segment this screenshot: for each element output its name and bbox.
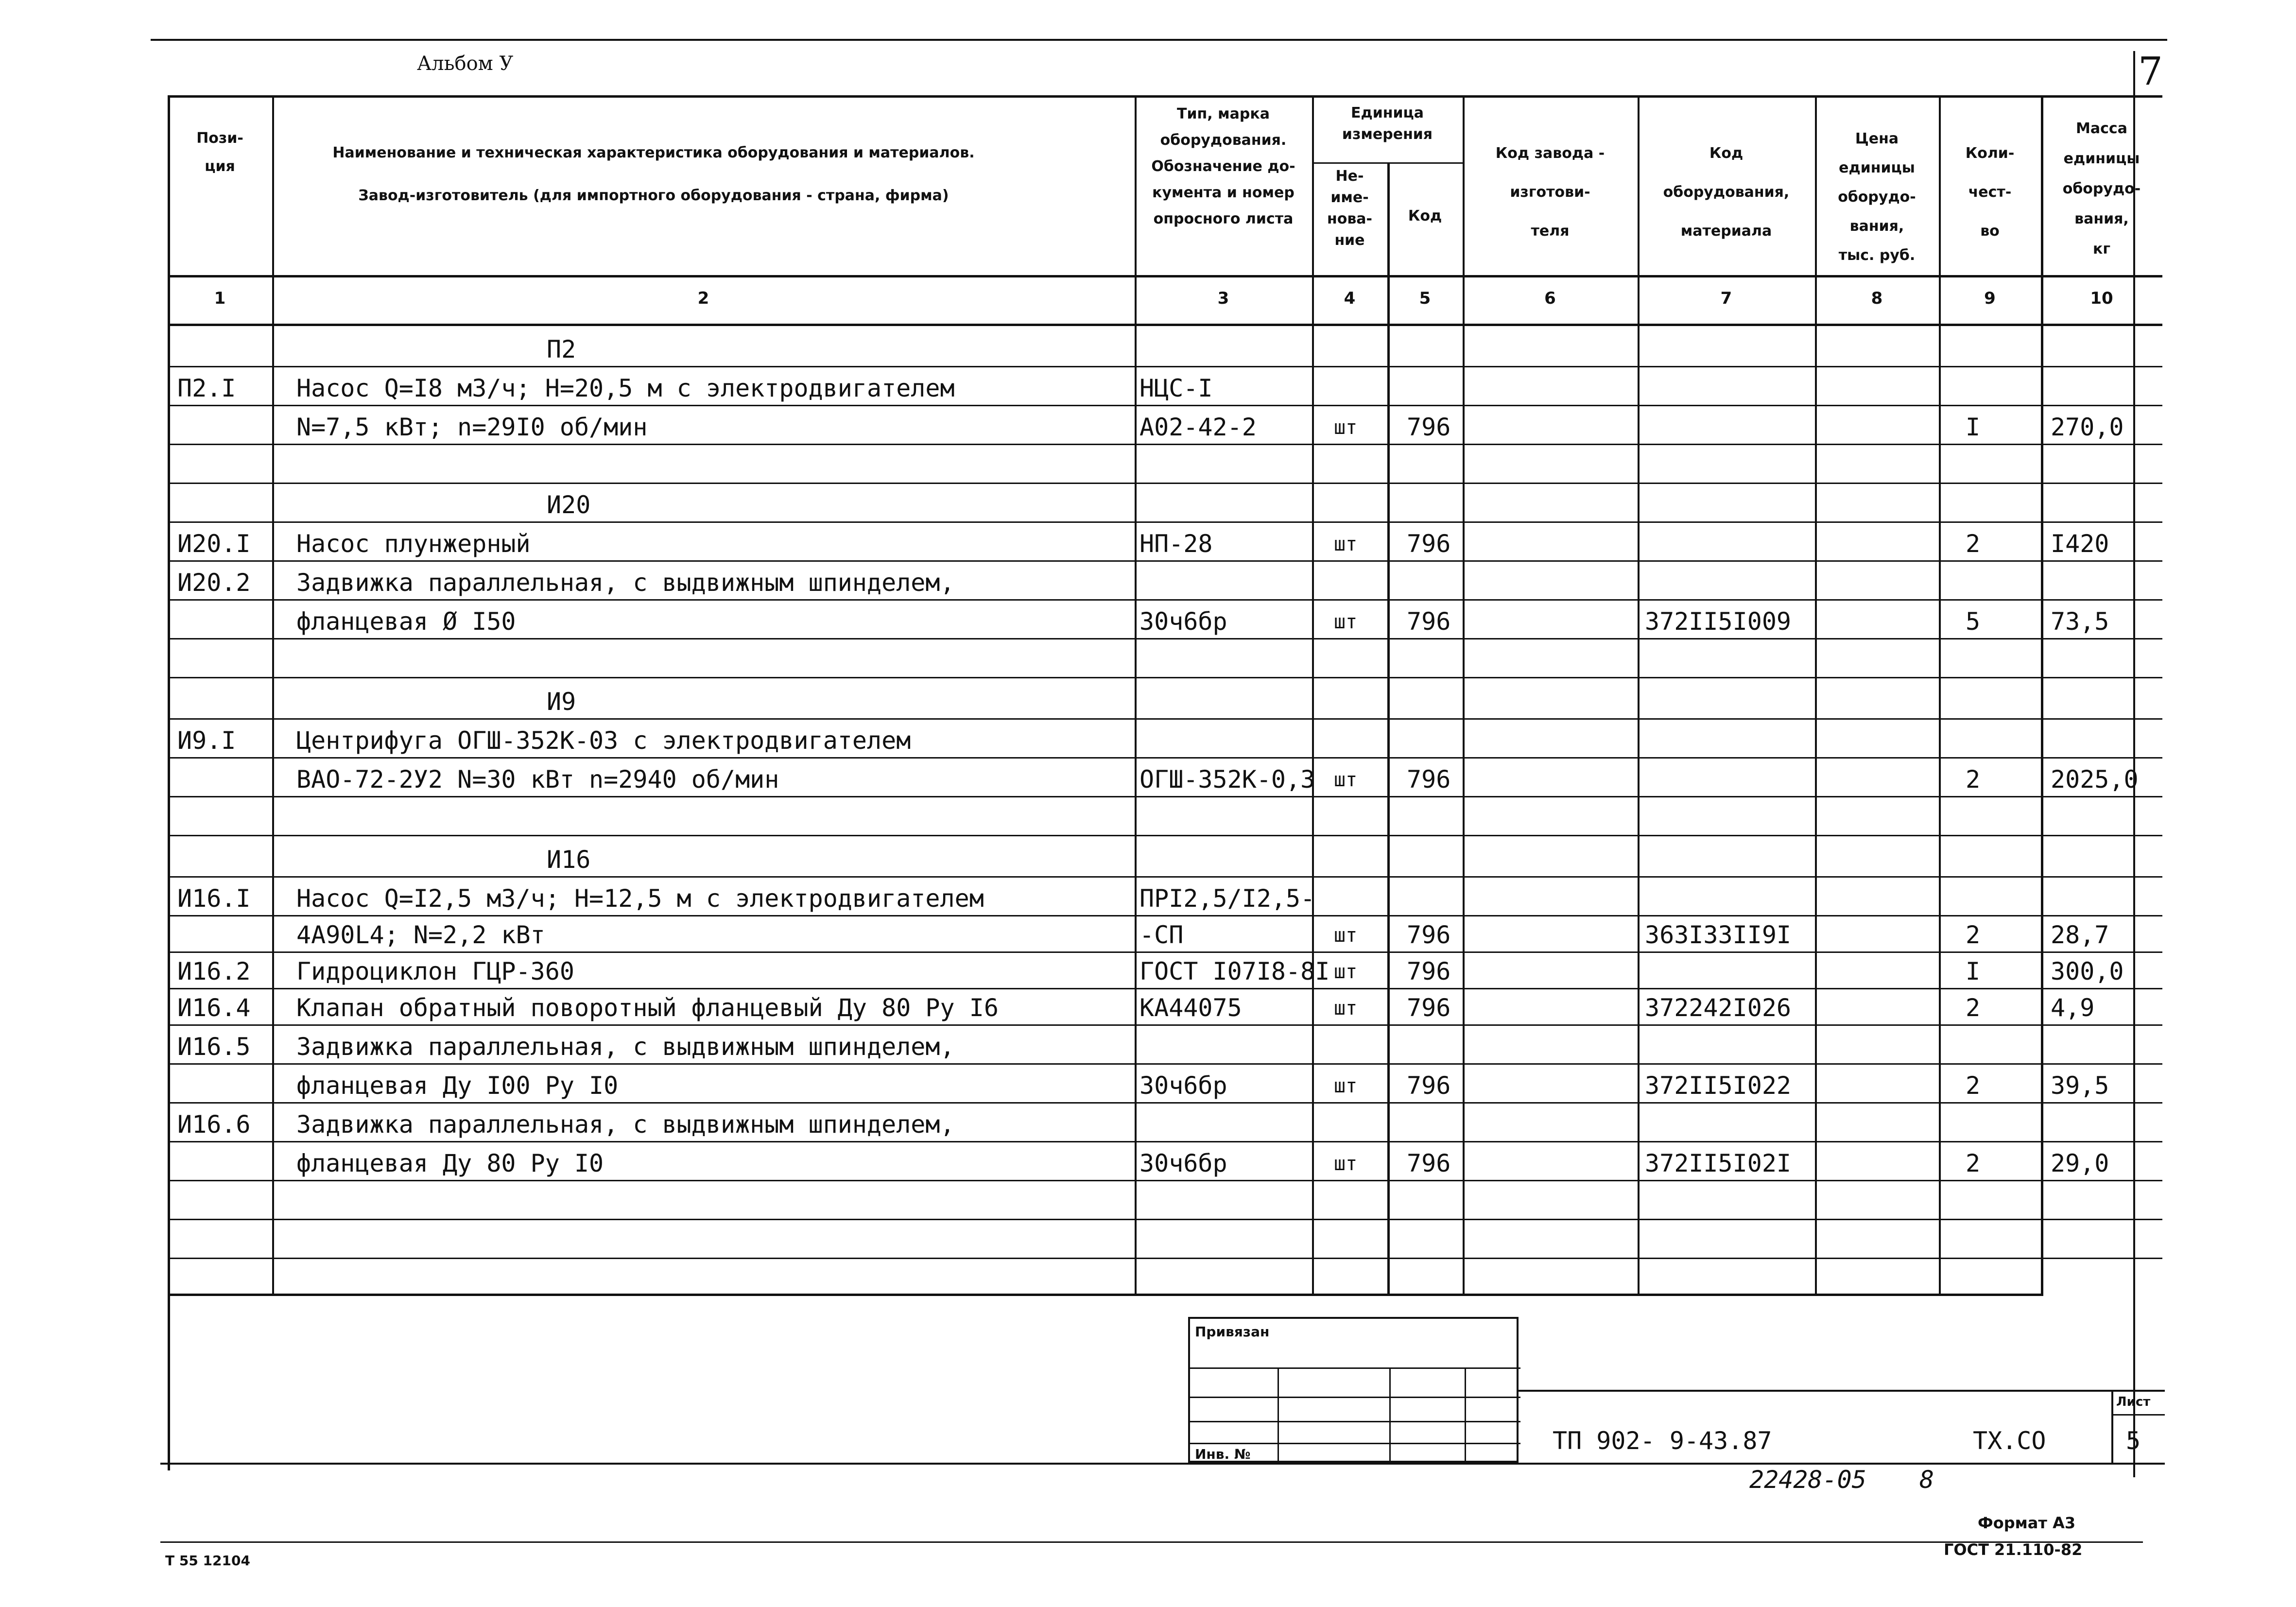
stamp-vline	[1277, 1367, 1279, 1465]
table-row	[168, 406, 2162, 445]
name-cell: Клапан обратный поворотный фланцевый Ду 80 Ру I6	[296, 994, 999, 1022]
title-block-top-line	[1519, 1390, 2165, 1392]
equipment-code-cell: 372II5I022	[1645, 1071, 1792, 1100]
mass-cell: I420	[2051, 530, 2109, 558]
mass-cell: 29,0	[2051, 1149, 2109, 1177]
table-row	[168, 720, 2162, 759]
stamp-vline	[1465, 1367, 1466, 1465]
table-bottom-line	[168, 1294, 2043, 1296]
column-number: 3	[1217, 289, 1229, 308]
privyazan-block	[1188, 1317, 1519, 1463]
name-cell: фланцевая Ø I50	[296, 607, 516, 636]
header-mass: Масса единицы оборудо- вания, кг	[2062, 120, 2141, 258]
unit-name-cell: шт	[1334, 924, 1358, 947]
type-cell: 30ч6бр	[1139, 1149, 1227, 1177]
mass-cell: 270,0	[2051, 413, 2124, 441]
column-number: 6	[1544, 289, 1556, 308]
unit-name-cell: шт	[1334, 1153, 1358, 1175]
table-row	[168, 916, 2162, 953]
table-row	[168, 953, 2162, 989]
header-equipment-code: Код оборудования, материала	[1663, 145, 1790, 240]
specification-table	[168, 95, 2162, 1296]
unit-name-cell: шт	[1334, 611, 1358, 633]
name-cell: Насос Q=I8 м3/ч; H=20,5 м с электродвигателем	[296, 374, 955, 402]
position-cell: И16.4	[177, 994, 251, 1022]
quantity-cell: 2	[1966, 530, 1981, 558]
name-cell: Задвижка параллельная, с выдвижным шпинделем,	[296, 569, 955, 597]
list-cell-line	[2111, 1390, 2113, 1463]
unit-name-cell: шт	[1334, 769, 1358, 791]
mass-cell: 300,0	[2051, 957, 2124, 985]
unit-code-cell: 796	[1407, 530, 1451, 558]
position-cell: И16.5	[177, 1033, 251, 1061]
table-row	[168, 523, 2162, 562]
quantity-cell: I	[1966, 957, 1981, 985]
table-row	[168, 797, 2162, 836]
unit-name-cell: шт	[1334, 961, 1358, 983]
stamp-vline	[1389, 1367, 1391, 1465]
table-row	[168, 836, 2162, 878]
unit-code-cell: 796	[1407, 921, 1451, 949]
type-cell: ГОСТ I07I8-8I	[1139, 957, 1330, 985]
type-cell: А02-42-2	[1139, 413, 1257, 441]
handwritten-code: 22428-05	[1749, 1466, 1866, 1494]
name-cell: 4А90L4; N=2,2 кВт	[296, 921, 545, 949]
stamp-line	[1190, 1397, 1520, 1398]
quantity-cell: 2	[1966, 1071, 1981, 1100]
header-bottom-line	[168, 275, 2162, 277]
equipment-code-cell: 363I33II9I	[1645, 921, 1792, 949]
column-number: 4	[1344, 289, 1356, 308]
position-cell: И9.I	[177, 726, 236, 755]
table-row	[168, 989, 2162, 1026]
column-number: 9	[1984, 289, 1996, 308]
mass-cell: 73,5	[2051, 607, 2109, 636]
unit-name-cell: шт	[1334, 997, 1358, 1019]
privyazan-label: Привязан	[1195, 1324, 1270, 1340]
table-row	[168, 326, 2162, 367]
name-cell: ВАО-72-2У2 N=30 кВт n=2940 об/мин	[296, 765, 779, 794]
table-row	[168, 759, 2162, 797]
table-row	[168, 484, 2162, 523]
name-cell: Задвижка параллельная, с выдвижным шпинделем,	[296, 1033, 955, 1061]
header-quantity: Коли- чест- во	[1965, 145, 2015, 240]
position-cell: И16.I	[177, 884, 251, 913]
title-block-bottom-line	[160, 1463, 2165, 1465]
quantity-cell: 2	[1966, 994, 1981, 1022]
table-row	[168, 1065, 2162, 1104]
mass-cell: 28,7	[2051, 921, 2109, 949]
type-cell: 30ч6бр	[1139, 607, 1227, 636]
name-cell: Насос Q=I2,5 м3/ч; H=12,5 м с электродвигателем	[296, 884, 984, 913]
header-name-line2: Завод-изготовитель (для импортного оборудования - страна, фирма)	[358, 187, 949, 204]
top-border-line	[151, 39, 2167, 41]
quantity-cell: 2	[1966, 765, 1981, 794]
unit-name-cell: шт	[1334, 1075, 1358, 1097]
column-number: 2	[697, 289, 709, 308]
quantity-cell: 2	[1966, 921, 1981, 949]
sheet-corner-number: 7	[2138, 49, 2163, 94]
type-cell: НЦС-I	[1139, 374, 1213, 402]
list-number: 5	[2126, 1427, 2141, 1455]
unit-name-cell: шт	[1334, 416, 1358, 439]
column-number: 1	[214, 289, 226, 308]
equipment-code-cell: 372II5I009	[1645, 607, 1792, 636]
table-row	[168, 562, 2162, 601]
table-row	[168, 639, 2162, 678]
list-cell-hline	[2111, 1414, 2165, 1416]
type-cell: ОГШ-352К-0,3	[1139, 765, 1315, 794]
type-cell: КА44075	[1139, 994, 1242, 1022]
mass-cell: 4,9	[2051, 994, 2095, 1022]
inv-number-label: Инв. №	[1195, 1446, 1251, 1462]
name-cell: N=7,5 кВт; n=29I0 об/мин	[296, 413, 648, 441]
column-number: 7	[1720, 289, 1732, 308]
name-cell: Гидроциклон ГЦР-360	[296, 957, 574, 985]
name-cell: Центрифуга ОГШ-352К-03 с электродвигателем	[296, 726, 911, 755]
unit-code-cell: 796	[1407, 607, 1451, 636]
footer-line	[160, 1541, 2143, 1543]
table-row	[168, 878, 2162, 916]
unit-code-cell: 796	[1407, 994, 1451, 1022]
type-cell: ПРI2,5/I2,5-	[1139, 884, 1315, 913]
header-unit: Единица измерения	[1342, 104, 1433, 143]
unit-code-cell: 796	[1407, 957, 1451, 985]
table-row	[168, 367, 2162, 406]
unit-name-cell: шт	[1334, 533, 1358, 555]
mass-cell: 39,5	[2051, 1071, 2109, 1100]
type-cell: -СП	[1139, 921, 1184, 949]
table-top-border	[168, 95, 2162, 98]
unit-code-cell: 796	[1407, 413, 1451, 441]
column-number: 10	[2090, 289, 2113, 308]
name-cell: П2	[547, 335, 576, 363]
name-cell: фланцевая Ду I00 Ру I0	[296, 1071, 619, 1100]
header-plant-code: Код завода - изготови- теля	[1495, 145, 1605, 240]
equipment-code-cell: 372II5I02I	[1645, 1149, 1792, 1177]
header-unit-code: Код	[1408, 207, 1442, 225]
position-cell: П2.I	[177, 374, 236, 402]
table-row	[168, 1026, 2162, 1065]
table-row	[168, 1220, 2162, 1259]
name-cell: Насос плунжерный	[296, 530, 531, 558]
stamp-line	[1190, 1367, 1520, 1369]
header-type: Тип, марка оборудования. Обозначение до- кумента и номер опросного листа	[1151, 105, 1295, 227]
quantity-cell: 5	[1966, 607, 1981, 636]
table-row	[168, 678, 2162, 720]
name-cell: И16	[547, 846, 591, 874]
name-cell: И20	[547, 491, 591, 519]
unit-code-cell: 796	[1407, 765, 1451, 794]
position-cell: И20.2	[177, 569, 251, 597]
header-name-line1: Наименование и техническая характеристика оборудования и материалов.	[332, 144, 975, 161]
stamp-line	[1190, 1421, 1520, 1422]
equipment-code-cell: 372242I026	[1645, 994, 1792, 1022]
type-cell: НП-28	[1139, 530, 1213, 558]
name-cell: фланцевая Ду 80 Ру I0	[296, 1149, 604, 1177]
format-label: Формат А3	[1978, 1514, 2076, 1532]
doc-mark: ТХ.СО	[1973, 1427, 2046, 1455]
row-line	[168, 1258, 2162, 1259]
header-position: Пози- ция	[196, 130, 243, 175]
quantity-cell: 2	[1966, 1149, 1981, 1177]
column-number: 8	[1871, 289, 1883, 308]
left-footer-code: Т 55 12104	[165, 1553, 250, 1569]
name-cell: И9	[547, 688, 576, 716]
table-row	[168, 601, 2162, 639]
position-cell: И16.2	[177, 957, 251, 985]
doc-code: ТП 902- 9-43.87	[1553, 1427, 1772, 1455]
header-price: Цена единицы оборудо- вания, тыс. руб.	[1838, 130, 1916, 264]
gost-label: ГОСТ 21.110-82	[1944, 1540, 2083, 1559]
table-row	[168, 1142, 2162, 1181]
quantity-cell: I	[1966, 413, 1981, 441]
column-number: 5	[1419, 289, 1431, 308]
unit-code-cell: 796	[1407, 1149, 1451, 1177]
position-cell: И16.6	[177, 1110, 251, 1139]
unit-code-cell: 796	[1407, 1071, 1451, 1100]
table-row	[168, 1104, 2162, 1142]
handwritten-number: 8	[1919, 1466, 1934, 1494]
type-cell: 30ч6бр	[1139, 1071, 1227, 1100]
name-cell: Задвижка параллельная, с выдвижным шпинделем,	[296, 1110, 955, 1139]
header-unit-name: Не- име- нова- ние	[1327, 168, 1373, 249]
position-cell: И20.I	[177, 530, 251, 558]
list-label: Лист	[2116, 1395, 2151, 1409]
table-row	[168, 1181, 2162, 1220]
mass-cell: 2025,0	[2051, 765, 2139, 794]
stamp-line	[1190, 1443, 1520, 1444]
album-title: Альбом У	[417, 52, 514, 75]
table-row	[168, 445, 2162, 484]
